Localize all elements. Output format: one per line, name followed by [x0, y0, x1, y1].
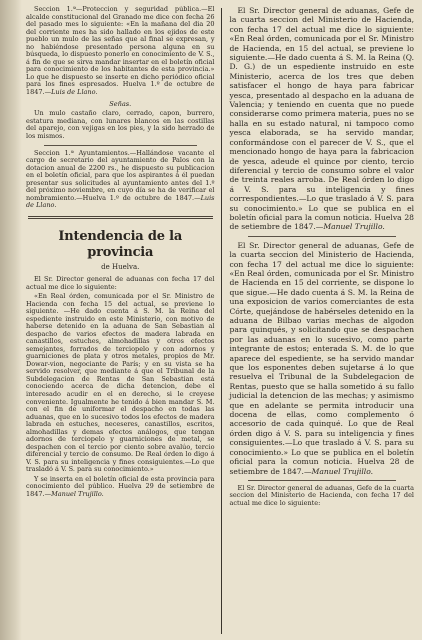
right-column: [222, 6, 415, 636]
senas-title: Señas.: [109, 100, 132, 109]
notice-aduanas-continued: El Sr. Director general de aduanas, Gefe de la cuarta seccion del Ministerio de Hacienda, con fecha 17 del actual me dice lo siguiente:: [229, 483, 414, 507]
notice-aduanas-body: «En Real órden, comunicada por el Sr. Ministro de Hacienda con fecha 15 del actual, se previene lo siguiente. —He dado cuenta á S. M. la Reina del espediente instruido en este Ministerio, con motivo de haberse detenido en la aduana de San Sebastian al despacho de varios efectos de madera labrada en canastillos, estuches, almohadillas y otros efectos semejantes, forrados de terciopelo y con adornos y guarniciones de plata y otros metales, propios de Mr. Dowar-vion, negociante de París; y en su vista se ha servido resolver, que mediante á que el Tribunal de la Subdelegacion de Rentas de San Sebastian está conociendo acerca de dicha detencion, debe el interesado acudir en el en derecho, si le creyese conveniente. Igualmente he tenido á bien mandar S. M. con el fin de uniformar el despacho en todas las aduanas, que en lo sucesivo todos los efectos de madera labrada en estuches, neceseres, canastillos, escritos, almohadillas y demas efectos análogos, que tengan adornos de terciopelo y guarniciones de metal, se despachen con el tercio por ciento sobre avalúo, tercio diferencial y tercio de consumo. De Real órden lo digo á V. S. para su inteligencia y fines consiguientes.—Lo que trasladó á V. S. para su conocimiento.»: [26, 292, 215, 474]
section-rule-right-2: [248, 480, 397, 481]
notice-proteccion-signature: Luis de Llano.: [51, 87, 98, 96]
page-binding-shadow: [0, 0, 22, 640]
notice-aduanas-signature: Manuel Trujillo.: [51, 489, 104, 498]
section-heading: Intendencia de la provincia: [58, 228, 183, 260]
notice-ayuntamientos-signature: Luis de Llano.: [26, 193, 215, 210]
notice-aduanas-close: Y se inserta en el boletín oficial de esta provincia para conocimiento del público. Huelva 29 de setiembre de 1847.—Manuel Trujillo.: [26, 474, 215, 498]
notice-mechas-signature: Manuel Trujillo.: [311, 466, 374, 476]
section-rule-right: [248, 236, 397, 237]
senas-text: Un mulo castaño claro, cerrado, capon, burrero, estatura mediana, con lunares blancos en las costillas del aparejo, con vejigas en los pies, y la sido herrado de los mismos.: [26, 109, 215, 140]
section-subheading: de Huelva.: [101, 262, 140, 271]
notice-aduanas-intro: El Sr. Director general de aduanas con fecha 17 del actual me dice lo siguiente:: [26, 275, 215, 291]
notice-proteccion: Seccion 1.ª—Proteccion y seguridad pública.—El alcalde constitucional del Granado me dice con fecha 26 del pasado mes lo siguiente: «En la mañana del dia 20 del corriente mes ha sido hallado en los ejidos de este pueblo un mulo de las señas que al final se expresan, y no habiéndose presentado persona alguna en su búsqueda, lo dispuesto ponerlo en conocimiento de V. S., á fin de que se sirva mandar insertar en el boletín oficial para conocimiento de los habitantes de esta provincia.» Lo que he dispuesto se inserte en dicho periódico oficial para los fines espresados. Huelva 1.º de octubre de 1847.—Luis de Llano.: [26, 6, 215, 96]
heading-rule: [28, 216, 213, 219]
left-column: [26, 6, 221, 636]
notice-ayuntamientos: Seccion 1.ª Ayuntamientos.—Hallándose vacante el cargo de secretario del ayuntamiento de Palos con la dotacion anual de 2200 rs., he dispuesto su publicacion en el boletín oficial, para que los aspirantes á él puedan presentar sus solicitudes al ayuntamiento antes del 1.º del próximo noviembre, en cuyo día se ha de verificar el nombramiento.—Huelva 1.º de octubre de 1847.—Luis de Llano.: [26, 148, 215, 210]
notice-mechas: El Sr. Director general de aduanas, Gefe de la cuarta seccion del Ministerio de Hacienda, con fecha 17 del actual me dice lo siguiente: «En Real órden, comunicada por el Sr. Ministro de Hacienda en 15 del corriente, se dispone lo que sigue.—He dado cuenta á S. M. la Reina de una exposicion de varios comerciantes de esta Córte, quejándose de habérseles detenido en la aduana de Bilbao varias mechas de algodon para quinqués, y solicitando que se despachen por las aduanas en lo sucesivo, como parte integrante de estos; enterada S. M. de lo que aparece del espediente, se ha servido mandar que los esponentes deben sujetarse á lo que resuelva el Tribunal de la Subdelegacion de Rentas, puesto que se halla sometido á su fallo judicial la detencion de las mechas; y asimismo que en adelante se permita introducir una docena de ellas, como complemento ó accesorio de cada quinqué. Lo que de Real órden digo á V. S. para su inteligencia y fines consiguientes.—Lo que traslado á V. S. para su conocimiento.» Lo que se publica en el boletín oficial para la comun noticia. Huelva 28 de setiembre de 1847.—Manuel Trujillo.: [229, 240, 414, 476]
notice-hongo-haya: El Sr. Director general de aduanas, Gefe de la cuarta seccion del Ministerio de Hacienda, con fecha 17 del actual me dice lo siguiente: «En Real órden, comunicada por el Sr. Ministro de Hacienda, en 15 del actual, se previene lo siguiente.—He dado cuenta á S. M. la Reina (Q. D. G.) de un espediente instruido en este Ministerio, acerca de los tres que deben satisfacer el hongo de haya para fabricar yesca, presentado al despacho en la aduana de Valencia; y teniendo en cuenta que no puede considerarse como primera materia, pues no se halla en su estado natural, ni tampoco como yesca elaborada, se ha servido mandar, conformándose con el parecer de V. S., que el mencionado hongo de haya para la fabricacion de yesca, adeude el quince por ciento, tercio diferencial y tercio de consumo sobre el valor de treinta reales arroba. De Real órden lo digo á V. S. para su inteligencia y fines correspondientes.—Lo que traslado á V. S. para su conocimiento.» Lo que se publica en el boletín oficial para la comun noticia. Huelva 28 de setiembre de 1847.—Manuel Trujillo.: [229, 6, 414, 232]
notice-hongo-signature: Manuel Trujillo.: [323, 222, 385, 232]
section-rule: [44, 145, 197, 146]
